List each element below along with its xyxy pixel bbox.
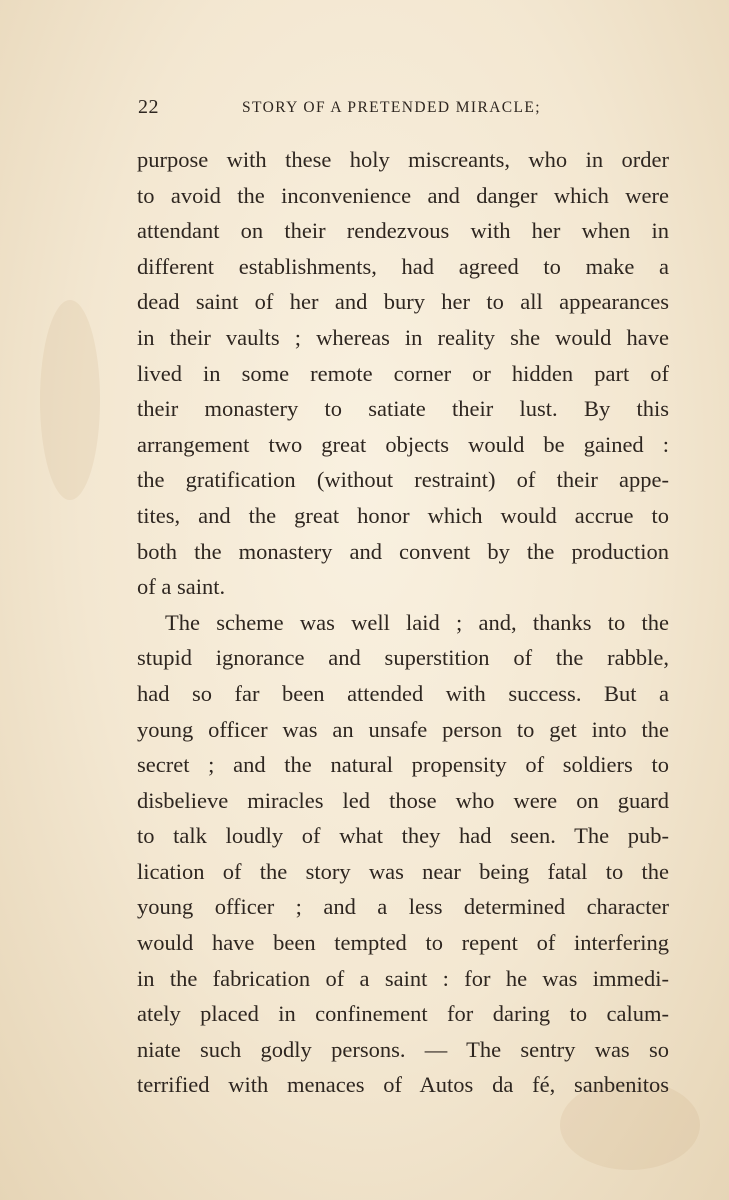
text-line: secret ; and the natural propensity of soldiers to — [137, 752, 669, 778]
text-line: attendant on their rendezvous with her when in — [137, 218, 669, 244]
text-line: in the fabrication of a saint : for he was immedi- — [137, 965, 669, 991]
text-line: in their vaults ; whereas in reality she would have — [137, 324, 669, 350]
text-line: to talk loudly of what they had seen. The pub- — [137, 823, 669, 849]
text-line: niate such godly persons. — The sentry was so — [137, 1036, 669, 1062]
text-line: different establishments, had agreed to make a — [137, 253, 669, 279]
text-line: their monastery to satiate their lust. By this — [137, 396, 669, 422]
text-line: tites, and the great honor which would accrue to — [137, 502, 669, 528]
text-line: purpose with these holy miscreants, who in order — [137, 147, 669, 172]
text-line: lived in some remote corner or hidden part of — [137, 360, 669, 386]
text-line: disbelieve miracles led those who were on guard — [137, 787, 669, 813]
page-header — [138, 96, 670, 126]
text-line: lication of the story was near being fatal to the — [137, 858, 669, 884]
text-line: young officer was an unsafe person to get into the — [137, 716, 669, 742]
text-line: arrangement two great objects would be gained : — [137, 431, 669, 457]
running-head: STORY OF A PRETENDED MIRACLE; — [242, 99, 541, 116]
text-line: young officer ; and a less determined character — [137, 894, 669, 920]
text-line: terrified with menaces of Autos da fé, sanbenitos — [137, 1072, 669, 1098]
text-line: had so far been attended with success. But a — [137, 680, 669, 706]
text-line: would have been tempted to repent of interfering — [137, 930, 669, 956]
page-number: 22 — [138, 96, 159, 118]
text-line: ately placed in confinement for daring to calum- — [137, 1001, 669, 1027]
body-text — [137, 142, 669, 1103]
paper-stain — [40, 300, 100, 500]
text-line: The scheme was well laid ; and, thanks to the — [165, 609, 669, 635]
text-line: to avoid the inconvenience and danger which were — [137, 182, 669, 208]
text-line: dead saint of her and bury her to all appearances — [137, 289, 669, 315]
text-line: stupid ignorance and superstition of the rabble, — [137, 645, 669, 671]
text-line: the gratification (without restraint) of their appe- — [137, 467, 669, 493]
text-line: of a saint. — [137, 574, 226, 600]
text-line: both the monastery and convent by the production — [137, 538, 669, 564]
